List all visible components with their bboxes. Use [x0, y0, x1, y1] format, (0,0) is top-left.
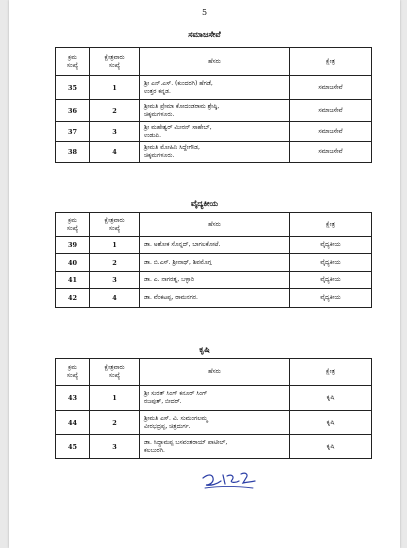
serial-number-cell: 36 — [56, 100, 90, 122]
table-row — [56, 289, 372, 308]
header-serial-line: ಕ್ರಮ — [68, 364, 77, 371]
header-field — [290, 48, 372, 76]
sector-number-cell: 3 — [90, 122, 140, 142]
field-cell: ವೈದ್ಯಕೀಯ — [290, 289, 372, 308]
serial-number-cell: 35 — [56, 76, 90, 100]
table-row — [56, 100, 372, 122]
awardee-name-line: ಕಲಬುರಗಿ. — [144, 446, 165, 454]
section-title-agriculture: ಕೃಷಿ — [199, 345, 210, 354]
awardee-name-cell — [140, 411, 290, 435]
header-serial-line: ಸಂಖ್ಯೆ — [66, 61, 79, 69]
header-sector-line: ಸಂಖ್ಯೆ — [108, 372, 121, 379]
sector-number-cell: 3 — [90, 435, 140, 459]
sector-number-cell: 2 — [90, 100, 140, 122]
awardees-table-medical — [55, 212, 372, 308]
table-row — [56, 142, 372, 163]
table-row — [56, 237, 372, 254]
header-name — [140, 213, 290, 237]
header-field-text: ಕ್ಷೇತ್ರ — [325, 57, 336, 65]
awardee-name-cell — [140, 386, 290, 411]
field-cell: ವೈದ್ಯಕೀಯ — [290, 237, 372, 254]
sector-number-cell: 1 — [90, 237, 140, 254]
table-row — [56, 254, 372, 272]
awardees-table-agriculture — [55, 358, 372, 459]
serial-number-cell: 39 — [56, 237, 90, 254]
field-cell: ಸಮಾಜಸೇವೆ — [290, 100, 372, 122]
awardee-name-line: ಡಾ. ಬಿ.ಎಸ್. ಶ್ರೀನಾಥ್, ಶಿವಮೊಗ್ಗ — [144, 258, 212, 266]
field-cell: ಸಮಾಜಸೇವೆ — [290, 142, 372, 163]
header-field — [290, 359, 372, 386]
awardee-name-line: ಶ್ರೀಮತಿ ಪ್ರೇಮಾ ಕೋದಂಡರಾಮ ಶ್ರೇಷ್ಠಿ, — [144, 102, 220, 110]
field-cell: ಕೃಷಿ — [290, 411, 372, 435]
header-serial-line: ಸಂಖ್ಯೆ — [66, 224, 79, 232]
field-cell: ವೈದ್ಯಕೀಯ — [290, 272, 372, 289]
sector-number-cell: 3 — [90, 272, 140, 289]
sector-number-cell: 2 — [90, 254, 140, 272]
awardee-name-cell — [140, 76, 290, 100]
field-cell: ವೈದ್ಯಕೀಯ — [290, 254, 372, 272]
header-serial-line: ಸಂಖ್ಯೆ — [66, 372, 79, 379]
header-field-text: ಕ್ಷೇತ್ರ — [325, 220, 336, 228]
serial-number-cell: 44 — [56, 411, 90, 435]
awardee-name-line: ಶ್ರೀಮತಿ ಮೋಹಿನಿ ಸಿದ್ದೇಗೌಡ, — [144, 144, 200, 151]
header-name-text: ಹೆಸರು — [208, 368, 221, 375]
header-sector-line: ಸಂಖ್ಯೆ — [108, 61, 121, 69]
table-row — [56, 272, 372, 289]
header-serial-line: ಕ್ರಮ — [68, 53, 77, 61]
header-sector — [90, 359, 140, 386]
awardee-name-line: ಡಾ. ವೆಂಕಟಪ್ಪ, ರಾಮನಗರ. — [144, 294, 198, 301]
header-sector-line: ಕ್ಷೇತ್ರವಾರು — [104, 364, 125, 371]
serial-number-cell: 45 — [56, 435, 90, 459]
serial-number-cell: 38 — [56, 142, 90, 163]
field-cell: ಸಮಾಜಸೇವೆ — [290, 122, 372, 142]
awardee-name-line: ಉಡುಪಿ. — [144, 131, 162, 139]
awardee-name-line: ಚಿಕ್ಕಮಗಳೂರು. — [144, 152, 175, 159]
awardee-name-line: ಚಿಕ್ಕಮಗಳೂರು. — [144, 110, 175, 118]
header-serial-line: ಕ್ರಮ — [68, 216, 77, 224]
table-row — [56, 435, 372, 459]
serial-number-cell: 42 — [56, 289, 90, 308]
serial-number-cell: 37 — [56, 122, 90, 142]
header-name — [140, 359, 290, 386]
awardees-table-social-service — [55, 47, 372, 163]
awardee-name-cell — [140, 289, 290, 308]
document-page — [9, 0, 400, 548]
serial-number-cell: 40 — [56, 254, 90, 272]
awardee-name-cell — [140, 272, 290, 289]
header-name — [140, 48, 290, 76]
page-number: 5 — [201, 8, 208, 17]
table-row — [56, 411, 372, 435]
header-sector-line: ಕ್ಷೇತ್ರವಾರು — [104, 216, 125, 224]
sector-number-cell: 4 — [90, 142, 140, 163]
sector-number-cell: 1 — [90, 76, 140, 100]
header-field — [290, 213, 372, 237]
awardee-name-line: ವೀರಭದ್ರಪ್ಪ, ಚಿತ್ರದುರ್ಗ. — [144, 422, 191, 430]
field-cell: ಸಮಾಜಸೇವೆ — [290, 76, 372, 100]
awardee-name-line: ರಜಪುತ್, ಬೀದರ್. — [144, 398, 182, 405]
header-sector-line: ಸಂಖ್ಯೆ — [108, 224, 121, 232]
table-header-row — [56, 48, 372, 76]
awardee-name-line: ಡಾ. ಅಶೋಕ ಸೊನ್ನದ್, ಬಾಗಲಕೋಟೆ. — [144, 241, 221, 248]
awardee-name-cell — [140, 100, 290, 122]
header-serial — [56, 213, 90, 237]
header-sector — [90, 213, 140, 237]
header-field-text: ಕ್ಷೇತ್ರ — [325, 368, 336, 375]
awardee-name-cell — [140, 237, 290, 254]
sector-number-cell: 1 — [90, 386, 140, 411]
awardee-name-line: ಶ್ರೀ ಮಹೇಶ್ವರ್ ಮೀರನ್ ಸಾಹೇಬ್, — [144, 123, 212, 131]
awardee-name-line: ಡಾ. ಸಿದ್ದಾಮಪ್ಪ ಬಸವಂತರಾಯ್ ಪಾಟೀಲ್, — [144, 438, 228, 446]
sector-number-cell: 2 — [90, 411, 140, 435]
awardee-name-cell — [140, 254, 290, 272]
awardee-name-line: ಶ್ರೀ ಎನ್.ಎಸ್. (ಕುಂದರಗಿ) ಹೆಗಡೆ, — [144, 79, 213, 87]
table-header-row — [56, 359, 372, 386]
serial-number-cell: 41 — [56, 272, 90, 289]
awardee-name-line: ಉತ್ತರ ಕನ್ನಡ. — [144, 87, 171, 95]
table-row — [56, 122, 372, 142]
serial-number-cell: 43 — [56, 386, 90, 411]
awardee-name-cell — [140, 142, 290, 163]
signature — [199, 470, 259, 496]
header-sector — [90, 48, 140, 76]
table-header-row — [56, 213, 372, 237]
awardee-name-cell — [140, 122, 290, 142]
table-row — [56, 386, 372, 411]
header-serial — [56, 48, 90, 76]
field-cell: ಕೃಷಿ — [290, 386, 372, 411]
table-row — [56, 76, 372, 100]
field-cell: ಕೃಷಿ — [290, 435, 372, 459]
awardee-name-line: ಶ್ರೀ ಸುರತ್ ಸಿಂಗ್ ಕನೂರ್ ಸಿಂಗ್ — [144, 390, 208, 397]
header-name-text: ಹೆಸರು — [208, 57, 221, 65]
section-title-medical: ವೈದ್ಯಕೀಯ — [190, 199, 219, 208]
section-title-social-service: ಸಮಾಜಸೇವೆ — [188, 30, 221, 39]
header-name-text: ಹೆಸರು — [208, 220, 221, 228]
awardee-name-cell — [140, 435, 290, 459]
header-sector-line: ಕ್ಷೇತ್ರವಾರು — [104, 53, 125, 61]
sector-number-cell: 4 — [90, 289, 140, 308]
header-serial — [56, 359, 90, 386]
awardee-name-line: ಡಾ. ಎ. ನಾಗರತ್ನ, ಬಳ್ಳಾರಿ — [144, 276, 195, 283]
awardee-name-line: ಶ್ರೀಮತಿ ಎಸ್. ವಿ. ಸುಮಂಗಲಮ್ಮ — [144, 414, 208, 422]
